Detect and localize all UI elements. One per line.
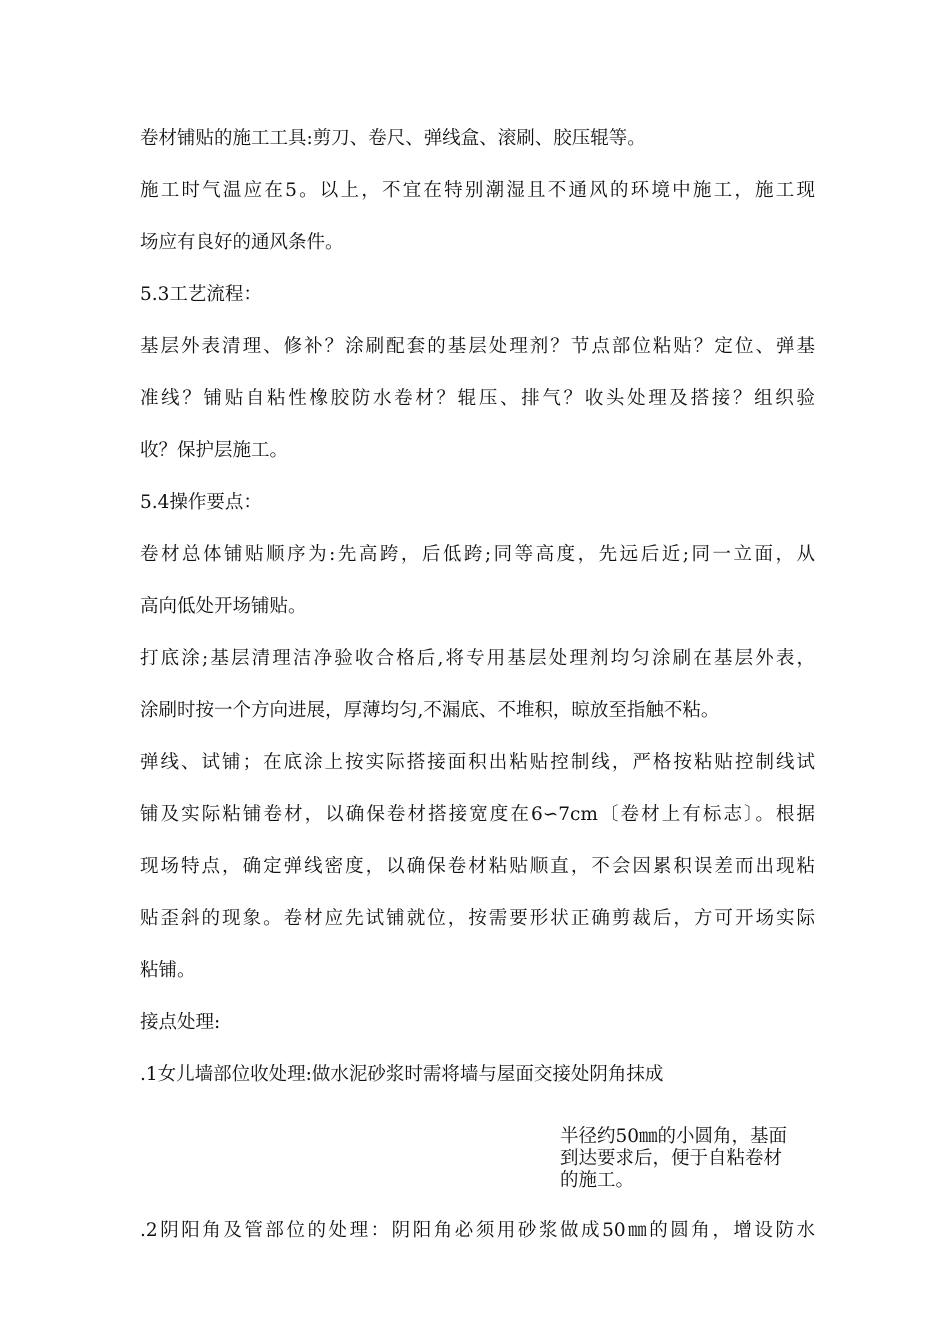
- paragraph-line-parapet: .1女儿墙部位收处理:做水泥砂浆时需将墙与屋面交接处阴角抹成: [140, 1064, 664, 1085]
- paragraph-line-marking-3: 现场特点，确定弹线密度，以确保卷材粘贴顺直，不会因累积误差而出现粘: [140, 856, 815, 877]
- side-note-line-2: 到达要求后，便于自粘卷材: [560, 1148, 783, 1169]
- paragraph-line-corners: .2阴阳角及管部位的处理：阴阳角必须用砂浆做成50㎜的圆角，增设防水: [140, 1220, 815, 1241]
- paragraph-line-marking-4: 贴歪斜的现象。卷材应先试铺就位，按需要形状正确剪裁后，方可开场实际: [140, 908, 815, 929]
- section-heading-5-3: 5.3工艺流程：: [140, 284, 262, 305]
- paragraph-line-order-1: 卷材总体铺贴顺序为:先高跨，后低跨;同等高度，先远后近;同一立面，从: [140, 544, 815, 565]
- paragraph-line-process-1: 基层外表清理、修补？涂刷配套的基层处理剂？节点部位粘贴？定位、弹基: [140, 336, 815, 357]
- section-heading-5-4: 5.4操作要点：: [140, 492, 262, 513]
- paragraph-line-ventilation: 场应有良好的通风条件。: [140, 232, 344, 253]
- paragraph-line-process-2: 准线？铺贴自粘性橡胶防水卷材？辊压、排气？收头处理及搭接？组织验: [140, 388, 815, 409]
- paragraph-line-marking-5: 粘铺。: [140, 960, 196, 981]
- paragraph-line-primer-2: 涂刷时按一个方向进展，厚薄均匀,不漏底、不堆积，晾放至指触不粘。: [140, 700, 720, 721]
- paragraph-line-order-2: 高向低处开场铺贴。: [140, 596, 307, 617]
- paragraph-line-process-3: 收？保护层施工。: [140, 440, 289, 461]
- paragraph-line-marking-1: 弹线、试铺；在底涂上按实际搭接面积出粘贴控制线，严格按粘贴控制线试: [140, 752, 815, 773]
- paragraph-line-primer-1: 打底涂;基层清理洁净验收合格后,将专用基层处理剂均匀涂刷在基层外表，: [140, 648, 815, 669]
- paragraph-line-temperature: 施工时气温应在5。以上，不宜在特别潮湿且不通风的环境中施工，施工现: [140, 180, 815, 201]
- paragraph-line-marking-2: 铺及实际粘铺卷材，以确保卷材搭接宽度在6∽7cm〔卷材上有标志〕。根据: [140, 804, 815, 825]
- side-note-line-3: 的施工。: [560, 1170, 635, 1191]
- paragraph-line-joints-heading: 接点处理:: [140, 1012, 221, 1033]
- side-note-line-1: 半径约50㎜的小圆角，基面: [560, 1126, 788, 1147]
- paragraph-line-tools: 卷材铺贴的施工工具:剪刀、卷尺、弹线盒、滚刷、胶压辊等。: [140, 128, 646, 149]
